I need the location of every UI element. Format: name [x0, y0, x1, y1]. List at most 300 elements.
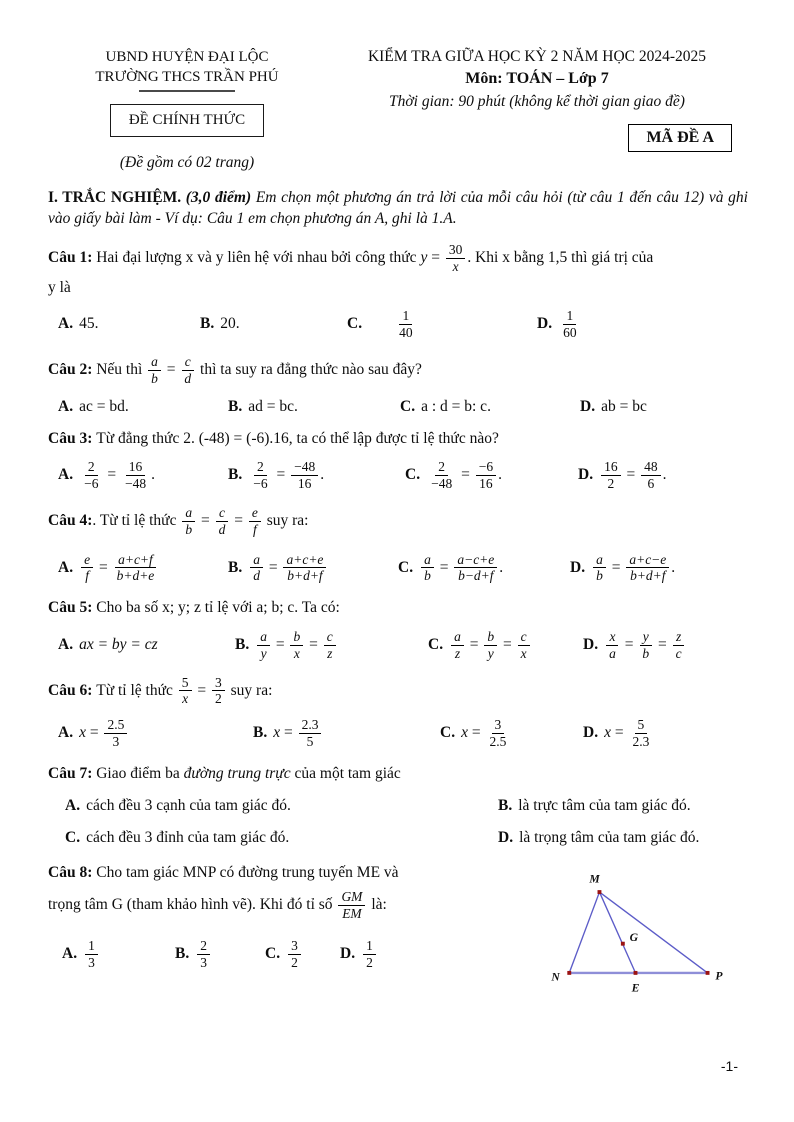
- fraction-denominator: 2.3: [632, 734, 650, 750]
- option-label: B.: [228, 465, 243, 483]
- text-run: =: [230, 511, 247, 529]
- fraction-numerator: a: [451, 629, 464, 646]
- question-4: [48, 504, 748, 586]
- fraction-denominator: EM: [342, 905, 362, 921]
- fraction-numerator: 1: [363, 938, 376, 955]
- fraction: [81, 459, 101, 492]
- fraction: [593, 552, 606, 585]
- fraction-denominator: 6: [647, 475, 655, 491]
- option-label: C.: [400, 397, 416, 415]
- option-D: [583, 716, 748, 751]
- fraction: [114, 552, 158, 585]
- org-name: UBND HUYỆN ĐẠI LỘC: [105, 49, 269, 65]
- text-run: .: [671, 558, 676, 576]
- fraction-numerator: 3: [492, 717, 505, 734]
- option-label: D.: [340, 944, 356, 962]
- option-label: B.: [253, 724, 268, 742]
- option-label: A.: [58, 465, 74, 483]
- option-label: C.: [440, 724, 456, 742]
- question-stem: [48, 353, 748, 388]
- fraction-denominator: b−d+f: [458, 568, 494, 584]
- text-run: =: [85, 724, 103, 742]
- question-stem: [48, 241, 748, 299]
- options-row: [48, 307, 748, 342]
- fraction-denominator: c: [675, 645, 682, 661]
- option-label: A.: [58, 397, 74, 415]
- fraction-numerator: b: [290, 629, 303, 646]
- question-8: [48, 858, 748, 1002]
- text-run: x: [79, 724, 86, 742]
- fraction-denominator: 40: [399, 324, 413, 340]
- fraction-denominator: d: [184, 370, 192, 386]
- text-run: =: [197, 511, 214, 529]
- option-A: [58, 716, 253, 751]
- fraction: [212, 675, 225, 708]
- fraction-numerator: c: [182, 354, 194, 371]
- text-run: =: [103, 465, 120, 483]
- text-run: =: [622, 465, 640, 483]
- fraction-denominator: 3: [200, 954, 207, 970]
- fraction-numerator: x: [606, 629, 618, 646]
- text-run: Giao điểm ba: [96, 765, 184, 783]
- option-label: A.: [58, 558, 74, 576]
- option-label: B.: [200, 315, 215, 333]
- option-label: B.: [228, 558, 243, 576]
- fraction: [122, 459, 149, 492]
- fraction-denominator: −48: [431, 475, 453, 491]
- fraction: [181, 354, 194, 387]
- official-exam-box: [110, 104, 264, 137]
- centroid-G-dot: [620, 942, 624, 946]
- fraction-numerator: a: [593, 552, 606, 569]
- text-run: (3,0 điểm): [185, 189, 256, 206]
- fraction: [197, 938, 210, 971]
- text-run: =: [610, 724, 628, 742]
- fraction: [363, 938, 376, 971]
- option-C: [440, 716, 583, 751]
- option-label: B.: [235, 635, 250, 653]
- option-A: [65, 797, 498, 815]
- text-run: =: [457, 465, 474, 483]
- fraction-numerator: c: [518, 629, 530, 646]
- fraction-numerator: b: [484, 629, 497, 646]
- option-label: D.: [498, 829, 514, 847]
- options-row: [48, 398, 748, 416]
- text-run: Em chọn một phương án trả lời của mỗi câu hỏi (từ câu 1 đến câu 12) và ghi vào giấy bài làm - Ví dụ: Câu 1 em chọn phương án A, ghi là 1.A.: [48, 189, 748, 227]
- question-stem: [48, 858, 514, 922]
- text-run: =: [465, 635, 483, 653]
- fraction: [148, 354, 161, 387]
- fraction-numerator: 16: [601, 459, 621, 476]
- text-run: =: [654, 635, 671, 653]
- text-run: Câu 4:: [48, 511, 93, 529]
- side-MP: [599, 893, 707, 974]
- fraction-numerator: −48: [291, 459, 318, 476]
- fraction-numerator: y: [640, 629, 652, 646]
- text-run: =: [499, 635, 516, 653]
- text-run: x: [604, 724, 611, 742]
- text-run: là:: [367, 895, 387, 913]
- text-run: suy ra:: [226, 681, 273, 699]
- section-intro: [48, 188, 748, 230]
- fraction-denominator: 2: [215, 691, 222, 707]
- vertex-label-N: N: [550, 971, 560, 985]
- fraction: [85, 938, 98, 971]
- fraction-denominator: x: [452, 258, 459, 274]
- question-7: [48, 762, 748, 847]
- fraction-numerator: a+c+f: [115, 552, 156, 569]
- fraction: [454, 552, 497, 585]
- options-row: [48, 937, 514, 972]
- fraction-denominator: b: [424, 568, 431, 584]
- point-E-dot: [633, 971, 637, 975]
- fraction: [290, 629, 303, 662]
- text-run: là trọng tâm của tam giác đó.: [519, 829, 700, 847]
- fraction-numerator: 2: [254, 459, 267, 476]
- option-label: C.: [265, 944, 281, 962]
- fraction-numerator: 1: [563, 308, 576, 325]
- fraction-numerator: e: [249, 505, 261, 522]
- fraction-denominator: −6: [84, 475, 99, 491]
- option-A: [62, 937, 175, 972]
- text-run: =: [264, 558, 282, 576]
- fraction-numerator: 2.3: [299, 717, 322, 734]
- option-B: [253, 716, 440, 751]
- header-right-block: [326, 48, 748, 172]
- fraction-numerator: z: [673, 629, 684, 646]
- text-run: I. TRẮC NGHIỆM.: [48, 189, 186, 206]
- option-A: [58, 458, 228, 493]
- fraction: [396, 308, 416, 341]
- text-run: của một tam giác: [290, 765, 401, 783]
- fraction: [518, 629, 530, 662]
- fraction: [476, 459, 496, 492]
- fraction-denominator: b: [596, 568, 603, 584]
- header-divider: [139, 90, 235, 92]
- options-row: [48, 628, 748, 663]
- text-run: Cho tam giác MNP có đường trung tuyến ME và: [96, 864, 399, 882]
- fraction: [601, 459, 621, 492]
- time-line: Thời gian: 90 phút (không kể thời gian giao đề): [389, 93, 685, 110]
- text-run: Câu 5:: [48, 599, 97, 617]
- text-run: Nếu thì: [96, 360, 147, 378]
- fraction: [641, 459, 661, 492]
- text-run: . Từ tỉ lệ thức: [92, 511, 181, 529]
- fraction: [81, 552, 93, 585]
- option-B: [200, 315, 347, 333]
- text-run: thì ta suy ra đẳng thức nào sau đây?: [196, 360, 422, 378]
- question-5: [48, 596, 748, 662]
- text-run: =: [95, 558, 112, 576]
- fraction-denominator: 2: [607, 475, 615, 491]
- fraction: [673, 629, 685, 662]
- fraction-denominator: 16: [479, 475, 493, 491]
- fraction-denominator: b+d+f: [630, 568, 666, 584]
- option-label: D.: [578, 465, 594, 483]
- fraction-denominator: 3: [112, 734, 120, 750]
- option-C: [398, 551, 570, 586]
- option-D: [583, 628, 748, 663]
- question-text-block: [48, 858, 514, 1002]
- options-row: [48, 716, 748, 751]
- fraction-numerator: 2: [435, 459, 448, 476]
- text-run: =: [427, 248, 444, 266]
- option-A: [58, 551, 228, 586]
- fraction-denominator: b+d+e: [116, 568, 155, 584]
- fraction-denominator: x: [520, 645, 527, 661]
- fraction-numerator: 30: [446, 242, 466, 259]
- text-run: =: [305, 635, 322, 653]
- fraction-denominator: b: [151, 370, 158, 386]
- option-D: [580, 398, 748, 416]
- option-A: [58, 315, 200, 333]
- option-label: A.: [65, 797, 81, 815]
- fraction: [338, 889, 365, 922]
- fraction-numerator: 2: [197, 938, 210, 955]
- fraction-numerator: 2.5: [104, 717, 127, 734]
- option-label: C.: [428, 635, 444, 653]
- fraction: [182, 505, 195, 538]
- fraction: [626, 552, 669, 585]
- option-label: C.: [347, 314, 363, 332]
- fraction-numerator: −6: [476, 459, 496, 476]
- header-left-block: [48, 48, 326, 172]
- text-run: cách đều 3 đỉnh của tam giác đó.: [86, 829, 290, 847]
- text-run: y là: [48, 278, 71, 296]
- official-exam-label: ĐỀ CHÍNH THỨC: [128, 112, 246, 128]
- fraction-numerator: GM: [338, 889, 365, 906]
- question-1: [48, 241, 748, 342]
- text-run: Từ tỉ lệ thức: [96, 681, 177, 699]
- option-B: [228, 398, 400, 416]
- questions-list: [48, 241, 748, 1003]
- pages-note: (Đề gồm có 02 trang): [119, 154, 255, 171]
- fraction-denominator: f: [252, 521, 257, 537]
- exam-title: KIỂM TRA GIỮA HỌC KỲ 2 NĂM HỌC 2024-2025: [367, 48, 707, 65]
- fraction: [283, 552, 326, 585]
- vertex-N-dot: [567, 971, 571, 975]
- fraction: [560, 308, 580, 341]
- fraction-numerator: 16: [126, 459, 146, 476]
- fraction-denominator: 5: [306, 734, 314, 750]
- question-stem: [48, 596, 748, 619]
- text-run: .: [662, 465, 667, 483]
- option-label: A.: [58, 315, 74, 333]
- vertex-M-dot: [597, 891, 601, 895]
- question-stem: [48, 504, 748, 539]
- fraction: [179, 675, 192, 708]
- text-run: ax = by = cz: [79, 636, 158, 654]
- fraction-denominator: 2: [291, 954, 298, 970]
- option-C: [405, 458, 578, 493]
- fraction: [216, 505, 229, 538]
- fraction-denominator: z: [327, 645, 333, 661]
- option-label: B.: [175, 944, 190, 962]
- text-run: .: [498, 465, 502, 483]
- option-B: [228, 458, 405, 493]
- fraction-numerator: a−c+e: [454, 552, 497, 569]
- point-label-E: E: [631, 981, 639, 995]
- fraction-numerator: 3: [212, 675, 225, 692]
- fraction: [257, 629, 270, 662]
- option-label: A.: [62, 944, 78, 962]
- fraction-denominator: x: [293, 645, 300, 661]
- text-run: =: [280, 724, 297, 742]
- page-number: -1-: [720, 1058, 738, 1074]
- centroid-label-G: G: [629, 931, 638, 945]
- option-C: [400, 398, 580, 416]
- fraction: [104, 717, 127, 750]
- option-label: A.: [58, 636, 74, 654]
- option-label: D.: [570, 558, 586, 576]
- text-run: =: [271, 635, 289, 653]
- fraction-numerator: 2: [85, 459, 98, 476]
- text-run: Hai đại lượng x và y liên hệ với nhau bởi công thức: [96, 248, 421, 266]
- fraction: [250, 552, 263, 585]
- text-run: =: [193, 681, 210, 699]
- option-C: [428, 628, 583, 663]
- fraction: [299, 717, 322, 750]
- option-A: [58, 398, 228, 416]
- exam-code-box: [628, 124, 732, 152]
- question-stem: [48, 427, 748, 450]
- text-run: =: [620, 635, 638, 653]
- question-3: [48, 427, 748, 493]
- option-label: A.: [58, 724, 74, 742]
- triangle-figure: [542, 862, 748, 1002]
- text-run: là trực tâm của tam giác đó.: [518, 797, 691, 815]
- text-run: trọng tâm G (tham khảo hình vẽ). Khi đó tỉ số: [48, 895, 337, 913]
- fraction: [451, 629, 464, 662]
- option-C: [347, 307, 537, 342]
- fraction-denominator: 2.5: [489, 734, 507, 750]
- text-run: x: [461, 724, 468, 742]
- option-label: C.: [65, 829, 81, 847]
- question-stem: [48, 762, 748, 785]
- option-label: B.: [228, 397, 243, 415]
- option-B: [235, 628, 428, 663]
- fraction-numerator: a: [250, 552, 263, 569]
- fraction-denominator: x: [182, 691, 189, 707]
- fraction-numerator: c: [324, 629, 336, 646]
- fraction-numerator: a: [182, 505, 195, 522]
- fraction-denominator: 2: [366, 954, 373, 970]
- fraction: [629, 717, 652, 750]
- fraction-denominator: −6: [253, 475, 268, 491]
- fraction: [446, 242, 466, 275]
- text-run: =: [607, 558, 625, 576]
- option-label: D.: [537, 314, 553, 332]
- text-run: ad = bc.: [248, 397, 298, 415]
- fraction: [486, 717, 509, 750]
- fraction-denominator: −48: [124, 475, 147, 491]
- text-run: .: [320, 465, 325, 483]
- fraction-denominator: y: [487, 645, 494, 661]
- text-run: =: [467, 724, 485, 742]
- text-run: Câu 1:: [48, 248, 97, 266]
- text-run: 20.: [220, 315, 240, 333]
- options-row: [48, 551, 748, 586]
- text-run: 45.: [79, 315, 99, 333]
- option-D: [498, 829, 748, 847]
- fraction-denominator: 60: [563, 324, 577, 340]
- fraction-numerator: a+c−e: [626, 552, 669, 569]
- fraction-denominator: z: [454, 645, 461, 661]
- option-label: D.: [583, 635, 599, 653]
- fraction-numerator: 5: [179, 675, 192, 692]
- text-run: đường trung trực: [183, 765, 291, 783]
- text-run: Câu 7:: [48, 765, 97, 783]
- text-run: =: [435, 558, 453, 576]
- text-run: Từ đẳng thức 2. (-48) = (-6).16, ta có thể lập được tỉ lệ thức nào?: [96, 429, 499, 447]
- fraction-numerator: 3: [288, 938, 301, 955]
- text-run: .: [151, 465, 155, 483]
- options-row: [48, 458, 748, 493]
- option-label: D.: [580, 397, 596, 415]
- text-run: x: [273, 724, 281, 742]
- text-run: Câu 2:: [48, 360, 97, 378]
- vertex-P-dot: [705, 971, 709, 975]
- fraction: [291, 459, 318, 492]
- text-run: ab = bc: [601, 397, 647, 415]
- fraction: [249, 505, 261, 538]
- fraction-numerator: 1: [399, 308, 412, 325]
- side-NM: [569, 893, 599, 974]
- text-run: y: [420, 248, 428, 266]
- option-C: [265, 937, 340, 972]
- text-run: ac = bd.: [79, 397, 129, 415]
- fraction: [639, 629, 652, 662]
- options-row: [48, 797, 748, 847]
- fraction-denominator: a: [609, 645, 616, 661]
- text-run: =: [162, 360, 180, 378]
- option-D: [578, 458, 748, 493]
- fraction-denominator: b: [642, 645, 650, 661]
- option-D: [340, 937, 514, 972]
- option-label: D.: [583, 724, 599, 742]
- fraction-denominator: d: [253, 568, 260, 584]
- text-run: cách đều 3 cạnh của tam giác đó.: [86, 797, 291, 815]
- subject-line: Môn: TOÁN – Lớp 7: [465, 70, 609, 87]
- text-run: Câu 6:: [48, 681, 97, 699]
- fraction: [606, 629, 619, 662]
- fraction-numerator: 5: [635, 717, 648, 734]
- fraction-denominator: 16: [297, 475, 312, 491]
- fraction: [324, 629, 336, 662]
- question-6: [48, 674, 748, 752]
- option-B: [175, 937, 265, 972]
- fraction: [288, 938, 301, 971]
- fraction: [421, 552, 434, 585]
- option-D: [570, 551, 748, 586]
- fraction-denominator: b: [185, 521, 193, 537]
- text-run: Câu 8:: [48, 864, 97, 882]
- fraction: [250, 459, 270, 492]
- option-B: [228, 551, 398, 586]
- option-A: [58, 636, 235, 654]
- fraction-numerator: 48: [641, 459, 661, 476]
- text-run: . Khi x bằng 1,5 thì giá trị của: [467, 248, 654, 266]
- fraction-denominator: f: [85, 568, 89, 584]
- fraction-numerator: a: [148, 354, 161, 371]
- fraction-numerator: 1: [85, 938, 98, 955]
- vertex-label-M: M: [588, 872, 600, 886]
- option-D: [537, 307, 748, 342]
- exam-header: [48, 48, 748, 172]
- text-run: =: [272, 465, 290, 483]
- fraction-numerator: a+c+e: [283, 552, 326, 569]
- exam-code-label: MÃ ĐỀ A: [646, 129, 714, 146]
